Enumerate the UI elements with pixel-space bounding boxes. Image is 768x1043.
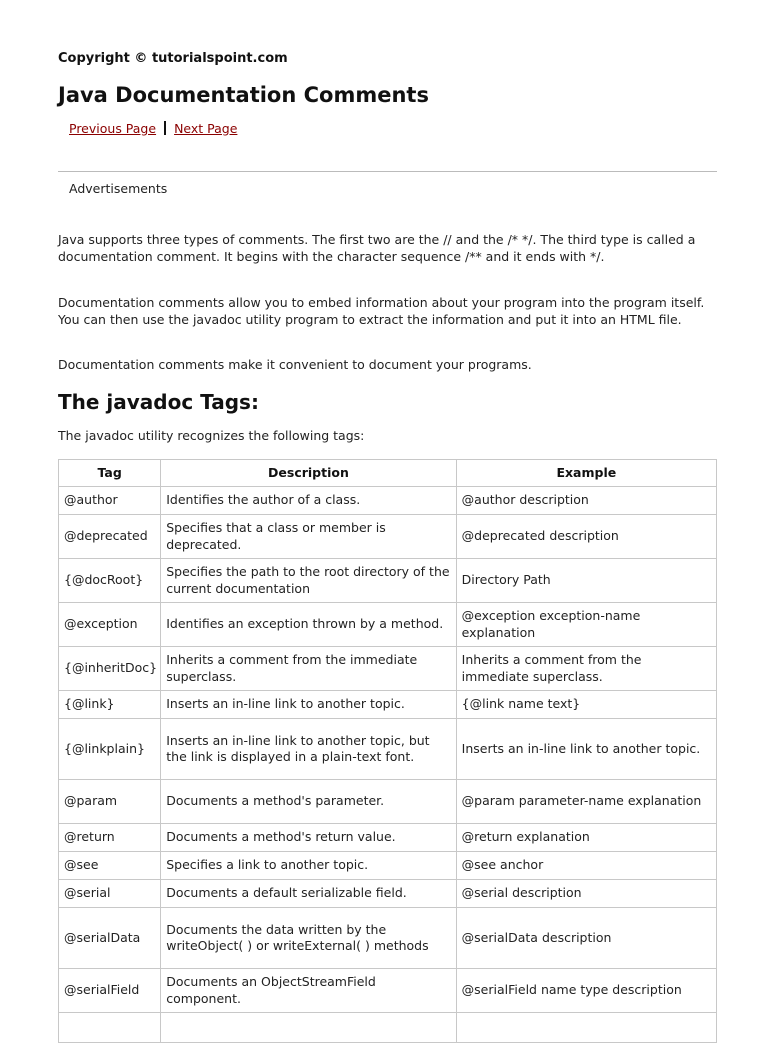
example-cell (456, 1013, 716, 1043)
tag-cell: @author (59, 487, 161, 515)
description-cell: Inserts an in-line link to another topic. (161, 691, 456, 719)
description-cell: Identifies the author of a class. (161, 487, 456, 515)
table-row (59, 852, 717, 880)
page-title: Java Documentation Comments (58, 83, 429, 107)
table-row (59, 1013, 717, 1043)
intro-paragraph-2: Documentation comments allow you to embed information about your program into the program itself. You can then use the javadoc utility program to extract the information and put it into an HTML file. (58, 295, 705, 327)
example-cell: @see anchor (456, 852, 716, 880)
intro-paragraph-3: Documentation comments make it convenient to document your programs. (58, 357, 532, 372)
table-row (59, 880, 717, 908)
description-cell: Identifies an exception thrown by a method. (161, 603, 456, 647)
table-row (59, 559, 717, 603)
example-cell: Inserts an in-line link to another topic. (456, 719, 716, 780)
description-cell: Inserts an in-line link to another topic, but the link is displayed in a plain-text font. (161, 719, 456, 780)
description-cell: Specifies the path to the root directory of the current documentation (161, 559, 456, 603)
example-cell: Directory Path (456, 559, 716, 603)
example-cell: @return explanation (456, 824, 716, 852)
column-header-tag: Tag (59, 460, 161, 487)
previous-page-link[interactable]: Previous Page (69, 121, 157, 136)
description-cell: Documents a default serializable field. (161, 880, 456, 908)
example-cell: {@link name text} (456, 691, 716, 719)
tag-cell: {@inheritDoc} (59, 647, 161, 691)
table-row (59, 824, 717, 852)
table-row (59, 908, 717, 969)
next-page-link[interactable]: Next Page (174, 121, 238, 136)
section-heading: The javadoc Tags: (58, 390, 259, 414)
example-cell: @deprecated description (456, 515, 716, 559)
description-cell: Inherits a comment from the immediate superclass. (161, 647, 456, 691)
description-cell: Documents the data written by the writeObject( ) or writeExternal( ) methods (161, 908, 456, 969)
example-cell: @param parameter-name explanation (456, 780, 716, 824)
tag-cell: @see (59, 852, 161, 880)
horizontal-divider (58, 171, 717, 172)
table-row (59, 603, 717, 647)
tag-cell: @deprecated (59, 515, 161, 559)
example-cell: @author description (456, 487, 716, 515)
table-row (59, 780, 717, 824)
tag-cell: @serialField (59, 969, 161, 1013)
tag-cell: @exception (59, 603, 161, 647)
tag-cell: @serialData (59, 908, 161, 969)
description-cell: Documents an ObjectStreamField component. (161, 969, 456, 1013)
example-cell: @serialData description (456, 908, 716, 969)
tag-cell: {@link} (59, 691, 161, 719)
section-lead: The javadoc utility recognizes the following tags: (58, 428, 365, 443)
description-cell: Documents a method's return value. (161, 824, 456, 852)
table-row (59, 691, 717, 719)
tag-cell: {@linkplain} (59, 719, 161, 780)
table-row (59, 647, 717, 691)
nav-separator (164, 121, 166, 135)
copyright-notice: Copyright © tutorialspoint.com (58, 51, 288, 66)
intro-paragraph-1: Java supports three types of comments. The first two are the // and the /* */. The third type is called a documentation comment. It begins with the character sequence /** and it ends with */. (58, 232, 696, 264)
page-navigation (69, 121, 237, 136)
column-header-description: Description (161, 460, 456, 487)
description-cell: Documents a method's parameter. (161, 780, 456, 824)
table-row (59, 969, 717, 1013)
table-row (59, 487, 717, 515)
table-row (59, 719, 717, 780)
description-cell: Specifies a link to another topic. (161, 852, 456, 880)
tag-cell (59, 1013, 161, 1043)
table-row (59, 515, 717, 559)
example-cell: Inherits a comment from the immediate superclass. (456, 647, 716, 691)
example-cell: @serial description (456, 880, 716, 908)
description-cell: Specifies that a class or member is deprecated. (161, 515, 456, 559)
tag-cell: {@docRoot} (59, 559, 161, 603)
tag-cell: @return (59, 824, 161, 852)
column-header-example: Example (456, 460, 716, 487)
example-cell: @exception exception-name explanation (456, 603, 716, 647)
description-cell (161, 1013, 456, 1043)
example-cell: @serialField name type description (456, 969, 716, 1013)
table-header-row (59, 460, 717, 487)
tag-cell: @param (59, 780, 161, 824)
tag-cell: @serial (59, 880, 161, 908)
javadoc-tags-table (58, 459, 717, 1043)
advertisements-label: Advertisements (69, 181, 168, 196)
